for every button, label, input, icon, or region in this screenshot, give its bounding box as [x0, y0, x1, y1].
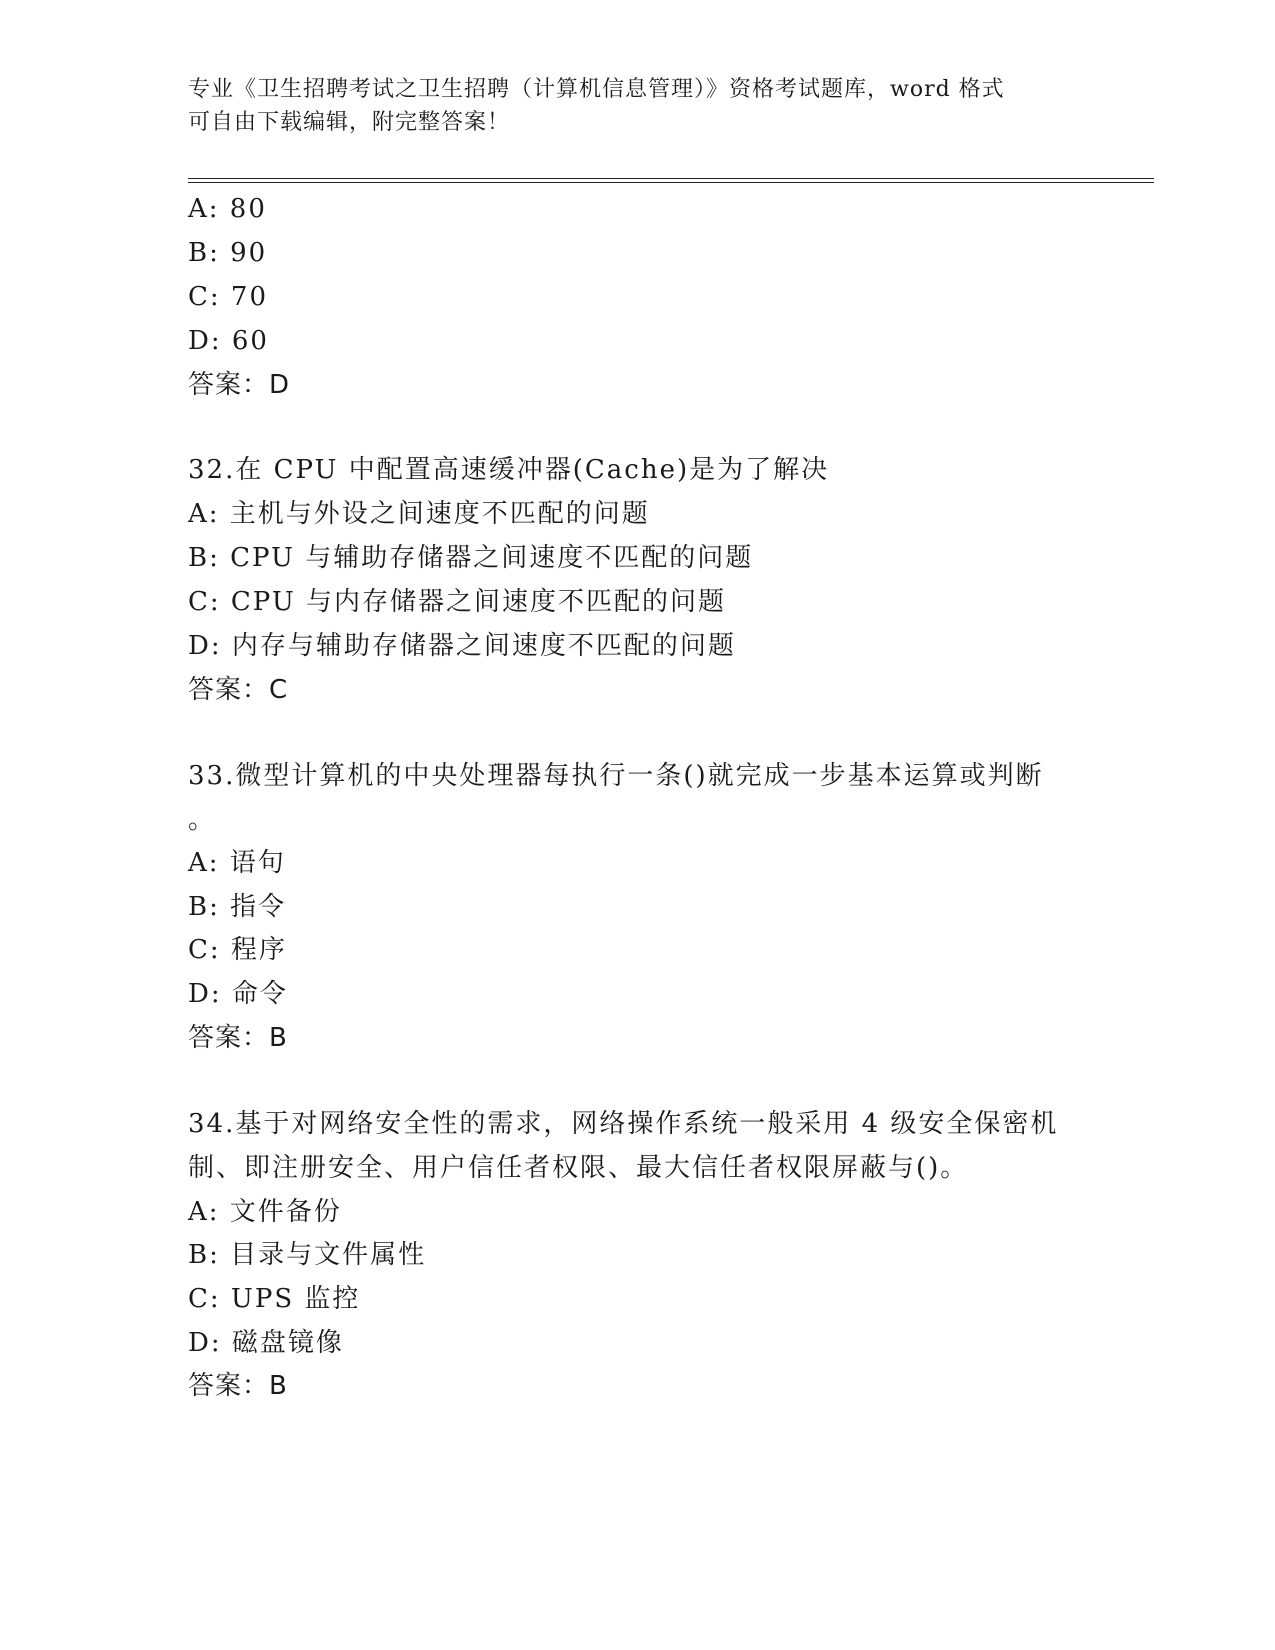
- q31-answer: 答案：D: [188, 370, 291, 400]
- q32-option-b: B: CPU 与辅助存储器之间速度不匹配的问题: [188, 543, 754, 573]
- q33-option-c: C: 程序: [188, 935, 287, 965]
- q33-answer: 答案：B: [188, 1023, 288, 1053]
- q32-option-a: A: 主机与外设之间速度不匹配的问题: [188, 499, 650, 529]
- q34-answer: 答案：B: [188, 1371, 288, 1401]
- q33-option-b: B: 指令: [188, 892, 287, 922]
- q32-answer: 答案：C: [188, 675, 289, 705]
- q34-option-a: A: 文件备份: [188, 1197, 342, 1227]
- q31-option-d: D: 60: [188, 326, 269, 356]
- q32-stem: 32.在 CPU 中配置高速缓冲器(Cache)是为了解决: [188, 455, 830, 485]
- q33-stem-line-2: 。: [188, 805, 217, 835]
- q34-option-d: D: 磁盘镜像: [188, 1328, 344, 1358]
- q33-stem-line-1: 33.微型计算机的中央处理器每执行一条()就完成一步基本运算或判断: [188, 761, 1044, 791]
- q31-option-a: A: 80: [188, 194, 267, 224]
- q34-option-b: B: 目录与文件属性: [188, 1240, 427, 1270]
- header-line-2: 可自由下载编辑，附完整答案！: [188, 110, 511, 135]
- q31-option-c: C: 70: [188, 282, 269, 312]
- q34-stem-line-2: 制、即注册安全、用户信任者权限、最大信任者权限屏蔽与()。: [188, 1153, 969, 1183]
- q33-option-a: A: 语句: [188, 848, 286, 878]
- q33-option-d: D: 命令: [188, 979, 288, 1009]
- q32-option-c: C: CPU 与内存储器之间速度不匹配的问题: [188, 587, 727, 617]
- header-divider-top: [188, 178, 1154, 179]
- q31-option-b: B: 90: [188, 238, 268, 268]
- q34-option-c: C: UPS 监控: [188, 1284, 361, 1314]
- header-divider-bottom: [188, 182, 1154, 183]
- header-line-1: 专业《卫生招聘考试之卫生招聘（计算机信息管理）》资格考试题库，word 格式: [188, 77, 1005, 102]
- q34-stem-line-1: 34.基于对网络安全性的需求，网络操作系统一般采用 4 级安全保密机: [188, 1109, 1059, 1139]
- document-header: [188, 73, 1088, 139]
- q32-option-d: D: 内存与辅助存储器之间速度不匹配的问题: [188, 631, 736, 661]
